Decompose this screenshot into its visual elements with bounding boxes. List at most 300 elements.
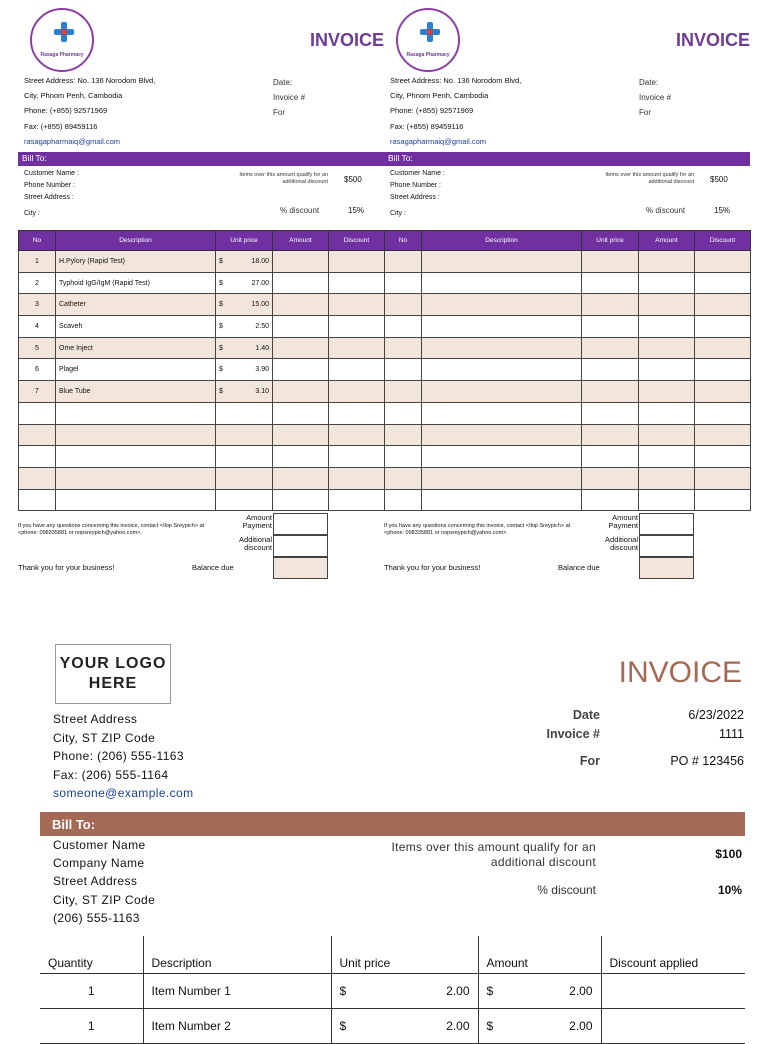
currency-symbol: $	[219, 344, 223, 352]
discount-cell[interactable]	[695, 251, 751, 273]
amount-cell[interactable]	[639, 359, 695, 381]
unit-price-cell[interactable]	[216, 316, 273, 338]
table-row	[19, 446, 385, 468]
column-header: Discount	[695, 231, 751, 251]
description-cell[interactable]	[143, 973, 331, 1008]
item-description-cell[interactable]: Scaveh	[56, 316, 216, 338]
medical-cross-icon	[54, 22, 74, 42]
address-line: Street Address: No. 136 Norodom Blvd,	[390, 76, 522, 85]
street-address-field: Street Address :	[390, 194, 440, 201]
discount-cell[interactable]	[329, 381, 385, 403]
discount-cell[interactable]	[329, 272, 385, 294]
invoice-number-value: 1111	[718, 727, 744, 741]
meta-row-date	[460, 708, 744, 727]
item-number-cell[interactable]	[19, 489, 56, 511]
column-header: No	[385, 231, 422, 251]
item-description-cell[interactable]	[56, 467, 216, 489]
discount-cell[interactable]	[329, 402, 385, 424]
bill-to-bar: Bill To:	[384, 152, 750, 166]
column-header: Quantity	[40, 936, 143, 973]
balance-due-label: Balance due	[558, 563, 600, 572]
column-header: Unit price	[582, 231, 639, 251]
discount-cell[interactable]	[329, 359, 385, 381]
unit-price-cell[interactable]	[331, 973, 478, 1008]
amount-cell[interactable]	[639, 402, 695, 424]
amount-cell[interactable]	[639, 294, 695, 316]
amount-cell[interactable]	[273, 337, 329, 359]
amount-value: 2.00	[569, 1018, 593, 1033]
unit-price-cell[interactable]	[582, 467, 639, 489]
quantity-value: 1	[87, 1018, 95, 1033]
discount-cell[interactable]	[329, 316, 385, 338]
column-header: Discount	[329, 231, 385, 251]
unit-price-cell[interactable]	[582, 381, 639, 403]
pharmacy-logo	[30, 8, 94, 72]
amount-cell[interactable]	[639, 316, 695, 338]
item-number-cell[interactable]	[385, 489, 422, 511]
discount-cell[interactable]	[695, 316, 751, 338]
for-label: For	[639, 108, 651, 117]
company-name: Company Name	[53, 856, 145, 871]
table-row	[19, 272, 385, 294]
currency-symbol: $	[339, 983, 347, 998]
amount-cell[interactable]	[639, 272, 695, 294]
totals-labels	[590, 514, 638, 552]
unit-price-cell[interactable]	[582, 337, 639, 359]
table-row	[19, 402, 385, 424]
for-label: For	[273, 108, 285, 117]
discount-applied-cell[interactable]	[601, 973, 745, 1008]
table-row	[19, 294, 385, 316]
date-label: Date:	[639, 78, 659, 87]
unit-price-cell[interactable]	[582, 359, 639, 381]
address-line: Street Address	[53, 712, 138, 726]
column-header: Amount	[478, 936, 601, 973]
item-number-cell[interactable]	[385, 424, 422, 446]
unit-price-value: 27.00	[251, 279, 269, 287]
company-address	[390, 73, 521, 149]
amount-cell[interactable]	[273, 424, 329, 446]
table-header-row	[19, 231, 385, 251]
amount-cell[interactable]	[639, 251, 695, 273]
column-header: Amount	[639, 231, 695, 251]
item-description-cell[interactable]	[56, 402, 216, 424]
items-body	[40, 973, 745, 1043]
invoice-title: INVOICE	[618, 656, 742, 689]
logo-text: Rasaga Pharmacy	[40, 52, 84, 58]
item-number-cell[interactable]	[385, 316, 422, 338]
discount-cell[interactable]	[329, 294, 385, 316]
table-row	[385, 424, 751, 446]
additional-discount-label: Additional discount	[605, 535, 638, 552]
items-table	[18, 230, 385, 511]
quantity-value: 1	[87, 983, 95, 998]
bill-to-fields	[24, 168, 79, 220]
unit-price-cell[interactable]	[582, 424, 639, 446]
table-row	[19, 424, 385, 446]
qualify-amount: $500	[344, 175, 362, 184]
unit-price-cell[interactable]	[582, 251, 639, 273]
qualify-text: Items over this amount qualify for an additional discount	[605, 172, 694, 185]
bill-to-lines	[53, 836, 155, 927]
table-header-row	[40, 936, 745, 973]
currency-symbol: $	[219, 366, 223, 374]
column-header: Discount applied	[601, 936, 745, 973]
additional-discount-cell[interactable]	[273, 535, 328, 557]
discount-cell[interactable]	[329, 446, 385, 468]
description-value: Item Number 2	[151, 1018, 231, 1033]
quantity-cell[interactable]	[40, 1008, 143, 1043]
item-description-cell[interactable]: Blue Tube	[56, 381, 216, 403]
unit-price-value: 2.00	[446, 983, 470, 998]
unit-price-value: 2.00	[446, 1018, 470, 1033]
item-description-cell[interactable]: Catheter	[56, 294, 216, 316]
customer-name-field: Customer Name :	[24, 170, 79, 177]
amount-cell[interactable]	[273, 446, 329, 468]
unit-price-cell[interactable]	[582, 294, 639, 316]
thank-you-text: Thank you for your business!	[18, 563, 115, 572]
unit-price-cell[interactable]	[582, 446, 639, 468]
unit-price-cell[interactable]	[216, 251, 273, 273]
item-number-cell[interactable]	[19, 424, 56, 446]
amount-cell[interactable]	[639, 337, 695, 359]
table-row	[385, 272, 751, 294]
unit-price-cell[interactable]	[582, 272, 639, 294]
items-body	[385, 251, 751, 511]
date-label: Date:	[273, 78, 293, 87]
discount-cell[interactable]	[329, 467, 385, 489]
discount-label: % discount	[280, 206, 320, 215]
discount-cell[interactable]	[329, 251, 385, 273]
amount-cell[interactable]	[478, 1008, 601, 1043]
item-number-cell[interactable]: 1	[19, 251, 56, 273]
discount-cell[interactable]	[695, 467, 751, 489]
item-number-cell[interactable]: 6	[19, 359, 56, 381]
column-header: Unit price	[216, 231, 273, 251]
amount-cell[interactable]	[273, 272, 329, 294]
item-number-cell[interactable]	[385, 294, 422, 316]
fax-line: Fax: (206) 555-1164	[53, 767, 169, 782]
table-row	[19, 251, 385, 273]
currency-symbol: $	[339, 1018, 347, 1033]
table-row	[385, 337, 751, 359]
unit-price-cell[interactable]	[216, 424, 273, 446]
table-row	[385, 489, 751, 511]
qualify-amount: $100	[715, 847, 742, 861]
item-description-cell[interactable]	[422, 467, 582, 489]
discount-cell[interactable]	[695, 337, 751, 359]
item-description-cell[interactable]	[422, 402, 582, 424]
amount-cell[interactable]	[639, 489, 695, 511]
amount-payment-cell[interactable]	[639, 513, 694, 535]
item-number-cell[interactable]	[385, 381, 422, 403]
customer-phone: (206) 555-1163	[53, 910, 140, 925]
item-number-cell[interactable]	[19, 402, 56, 424]
item-description-cell[interactable]	[422, 489, 582, 511]
currency-symbol: $	[219, 387, 223, 395]
table-row	[385, 316, 751, 338]
quantity-cell[interactable]	[40, 973, 143, 1008]
table-row	[40, 973, 745, 1008]
fax-line: Fax: (+855) 89459116	[390, 121, 464, 131]
amount-cell[interactable]	[273, 467, 329, 489]
table-row	[385, 402, 751, 424]
amount-payment-label: Amount Payment	[242, 513, 272, 530]
address-line: City, Phnom Penh, Cambodia	[24, 91, 123, 101]
unit-price-cell[interactable]	[331, 1008, 478, 1043]
street-address: Street Address	[53, 874, 138, 889]
pharmacy-invoice-right	[384, 0, 750, 590]
item-number-cell[interactable]	[19, 446, 56, 468]
amount-cell[interactable]	[273, 316, 329, 338]
table-row	[19, 467, 385, 489]
table-row	[40, 1008, 745, 1043]
amount-cell[interactable]	[273, 294, 329, 316]
unit-price-cell[interactable]	[582, 402, 639, 424]
discount-label: % discount	[537, 883, 596, 897]
discount-cell[interactable]	[695, 381, 751, 403]
item-number-cell[interactable]: 2	[19, 272, 56, 294]
date-label: Date	[572, 708, 600, 722]
fax-line: Fax: (+855) 89459116	[24, 121, 98, 131]
item-description-cell[interactable]	[422, 446, 582, 468]
table-header-row	[385, 231, 751, 251]
item-number-cell[interactable]	[385, 337, 422, 359]
discount-cell[interactable]	[695, 359, 751, 381]
phone-line: Phone: (+855) 92571969	[24, 106, 108, 116]
unit-price-cell[interactable]	[216, 467, 273, 489]
unit-price-cell[interactable]	[216, 294, 273, 316]
meta-row-invoice	[460, 727, 744, 746]
discount-applied-cell[interactable]	[601, 1008, 745, 1043]
item-number-cell[interactable]: 3	[19, 294, 56, 316]
template-items-table	[40, 936, 745, 1044]
table-row	[385, 359, 751, 381]
contact-note: If you have any questions concerning this invoice, contact <Ilop Sreypich> at <phone: 098335881 or nopsreypich@yahoo.com>.	[384, 523, 571, 536]
currency-symbol: $	[219, 257, 223, 265]
balance-due-cell[interactable]	[273, 557, 328, 579]
unit-price-cell[interactable]	[216, 402, 273, 424]
amount-value: 2.00	[569, 983, 593, 998]
contact-note: If you have any questions concerning this invoice, contact <Ilop Sreypich> at <phone: 098335881 or nopsreypich@yahoo.com>.	[18, 523, 205, 536]
table-row	[385, 446, 751, 468]
table-row	[19, 316, 385, 338]
invoice-meta	[460, 708, 744, 773]
phone-line: Phone: (206) 555-1163	[53, 749, 184, 763]
item-description-cell[interactable]: H.Pylory (Rapid Test)	[56, 251, 216, 273]
qualify-amount: $500	[710, 175, 728, 184]
unit-price-value: 3.90	[255, 366, 269, 374]
amount-cell[interactable]	[478, 973, 601, 1008]
item-description-cell[interactable]	[422, 337, 582, 359]
currency-symbol: $	[486, 1018, 494, 1033]
email-link[interactable]: rasagapharmaiq@gmail.com	[24, 136, 120, 146]
description-cell[interactable]	[143, 1008, 331, 1043]
item-description-cell[interactable]	[422, 294, 582, 316]
unit-price-cell[interactable]	[216, 337, 273, 359]
item-description-cell[interactable]	[422, 272, 582, 294]
item-number-cell[interactable]	[385, 251, 422, 273]
table-row	[19, 489, 385, 511]
logo-placeholder: YOUR LOGO HERE	[55, 644, 171, 704]
unit-price-value: 1.40	[255, 344, 269, 352]
item-number-cell[interactable]: 5	[19, 337, 56, 359]
column-header: Description	[56, 231, 216, 251]
company-address	[24, 73, 155, 149]
city-field: City :	[24, 210, 40, 217]
balance-due-cell[interactable]	[639, 557, 694, 579]
table-row	[19, 337, 385, 359]
unit-price-cell[interactable]	[216, 446, 273, 468]
amount-cell[interactable]	[639, 446, 695, 468]
amount-payment-cell[interactable]	[273, 513, 328, 535]
discount-label: % discount	[646, 206, 686, 215]
unit-price-value: 2.50	[255, 322, 269, 330]
item-description-cell[interactable]: Plagel	[56, 359, 216, 381]
discount-value: 10%	[717, 883, 742, 897]
unit-price-cell[interactable]	[216, 359, 273, 381]
amount-cell[interactable]	[273, 402, 329, 424]
invoice-number-label: Invoice #	[273, 93, 306, 102]
item-number-cell[interactable]: 4	[19, 316, 56, 338]
discount-cell[interactable]	[695, 272, 751, 294]
date-value: 6/23/2022	[688, 708, 744, 722]
amount-cell[interactable]	[273, 359, 329, 381]
for-label: For	[579, 754, 600, 768]
discount-cell[interactable]	[329, 424, 385, 446]
currency-symbol: $	[219, 301, 223, 309]
amount-cell[interactable]	[273, 381, 329, 403]
table-row	[385, 381, 751, 403]
item-number-cell[interactable]	[385, 402, 422, 424]
bill-to-bar: Bill To:	[40, 812, 745, 836]
item-description-cell[interactable]	[422, 251, 582, 273]
column-header: Description	[143, 936, 331, 973]
totals-labels	[224, 514, 272, 552]
item-number-cell[interactable]	[385, 446, 422, 468]
unit-price-value: 3.10	[255, 387, 269, 395]
phone-number-field: Phone Number :	[390, 182, 441, 189]
table-row	[19, 381, 385, 403]
discount-cell[interactable]	[695, 489, 751, 511]
discount-cell[interactable]	[695, 424, 751, 446]
meta-row-for	[460, 754, 744, 773]
invoice-number-label: Invoice #	[639, 93, 672, 102]
discount-cell[interactable]	[695, 294, 751, 316]
email-link[interactable]: rasagapharmaiq@gmail.com	[390, 136, 486, 146]
table-row	[385, 294, 751, 316]
bill-to-bar: Bill To:	[18, 152, 384, 166]
unit-price-cell[interactable]	[582, 316, 639, 338]
unit-price-cell[interactable]	[582, 489, 639, 511]
additional-discount-cell[interactable]	[639, 535, 694, 557]
item-number-cell[interactable]	[19, 467, 56, 489]
column-header: Description	[422, 231, 582, 251]
amount-cell[interactable]	[273, 489, 329, 511]
unit-price-cell[interactable]	[216, 489, 273, 511]
invoice-number-label: Invoice #	[546, 727, 600, 741]
address-line: City, Phnom Penh, Cambodia	[390, 91, 489, 101]
currency-symbol: $	[219, 279, 223, 287]
items-body	[19, 251, 385, 511]
discount-value: 15%	[348, 206, 365, 215]
phone-line: Phone: (+855) 92571969	[390, 106, 474, 116]
invoice-title: INVOICE	[675, 30, 750, 50]
address-line: Street Address: No. 136 Norodom Blvd,	[24, 76, 156, 85]
additional-discount-label: Additional discount	[239, 535, 272, 552]
item-description-cell[interactable]	[56, 489, 216, 511]
phone-number-field: Phone Number :	[24, 182, 75, 189]
discount-cell[interactable]	[329, 337, 385, 359]
items-table	[384, 230, 751, 511]
unit-price-cell[interactable]	[216, 272, 273, 294]
unit-price-cell[interactable]	[216, 381, 273, 403]
item-description-cell[interactable]: Ome Inject	[56, 337, 216, 359]
qualify-text: Items over this amount qualify for an additional discount	[239, 172, 328, 185]
city-field: City :	[390, 210, 406, 217]
discount-cell[interactable]	[695, 402, 751, 424]
amount-payment-label: Amount Payment	[608, 513, 638, 530]
table-row	[385, 251, 751, 273]
item-description-cell[interactable]	[422, 316, 582, 338]
item-number-cell[interactable]: 7	[19, 381, 56, 403]
column-header: No	[19, 231, 56, 251]
discount-value: 15%	[714, 206, 731, 215]
logo-text: Rasaga Pharmacy	[406, 52, 450, 58]
description-value: Item Number 1	[151, 983, 231, 998]
table-row	[385, 467, 751, 489]
item-number-cell[interactable]	[385, 359, 422, 381]
item-description-cell[interactable]	[422, 381, 582, 403]
for-value: PO # 123456	[670, 754, 744, 768]
item-description-cell[interactable]	[422, 359, 582, 381]
street-address-field: Street Address :	[24, 194, 74, 201]
discount-cell[interactable]	[329, 489, 385, 511]
unit-price-value: 15.00	[251, 301, 269, 309]
pharmacy-logo	[396, 8, 460, 72]
currency-symbol: $	[486, 983, 494, 998]
item-description-cell[interactable]: Typhoid IgG/IgM (Rapid Test)	[56, 272, 216, 294]
table-row	[19, 359, 385, 381]
medical-cross-icon	[420, 22, 440, 42]
discount-cell[interactable]	[695, 446, 751, 468]
column-header: Amount	[273, 231, 329, 251]
address-line: City, ST ZIP Code	[53, 730, 156, 745]
bill-to-fields	[390, 168, 445, 220]
customer-name: Customer Name	[53, 838, 146, 852]
email-link[interactable]: someone@example.com	[53, 786, 194, 800]
unit-price-value: 18.00	[251, 257, 269, 265]
amount-cell[interactable]	[639, 424, 695, 446]
item-description-cell[interactable]	[56, 446, 216, 468]
invoice-meta	[273, 75, 305, 120]
amount-cell[interactable]	[273, 251, 329, 273]
item-number-cell[interactable]	[385, 272, 422, 294]
item-description-cell[interactable]	[56, 424, 216, 446]
balance-due-label: Balance due	[192, 563, 234, 572]
qualify-text: Items over this amount qualify for an additional discount	[391, 840, 596, 869]
amount-cell[interactable]	[639, 381, 695, 403]
item-description-cell[interactable]	[422, 424, 582, 446]
column-header: Unit price	[331, 936, 478, 973]
thank-you-text: Thank you for your business!	[384, 563, 481, 572]
pharmacy-invoice-left	[18, 0, 384, 590]
item-number-cell[interactable]	[385, 467, 422, 489]
customer-name-field: Customer Name :	[390, 170, 445, 177]
invoice-title: INVOICE	[309, 30, 384, 50]
amount-cell[interactable]	[639, 467, 695, 489]
currency-symbol: $	[219, 322, 223, 330]
